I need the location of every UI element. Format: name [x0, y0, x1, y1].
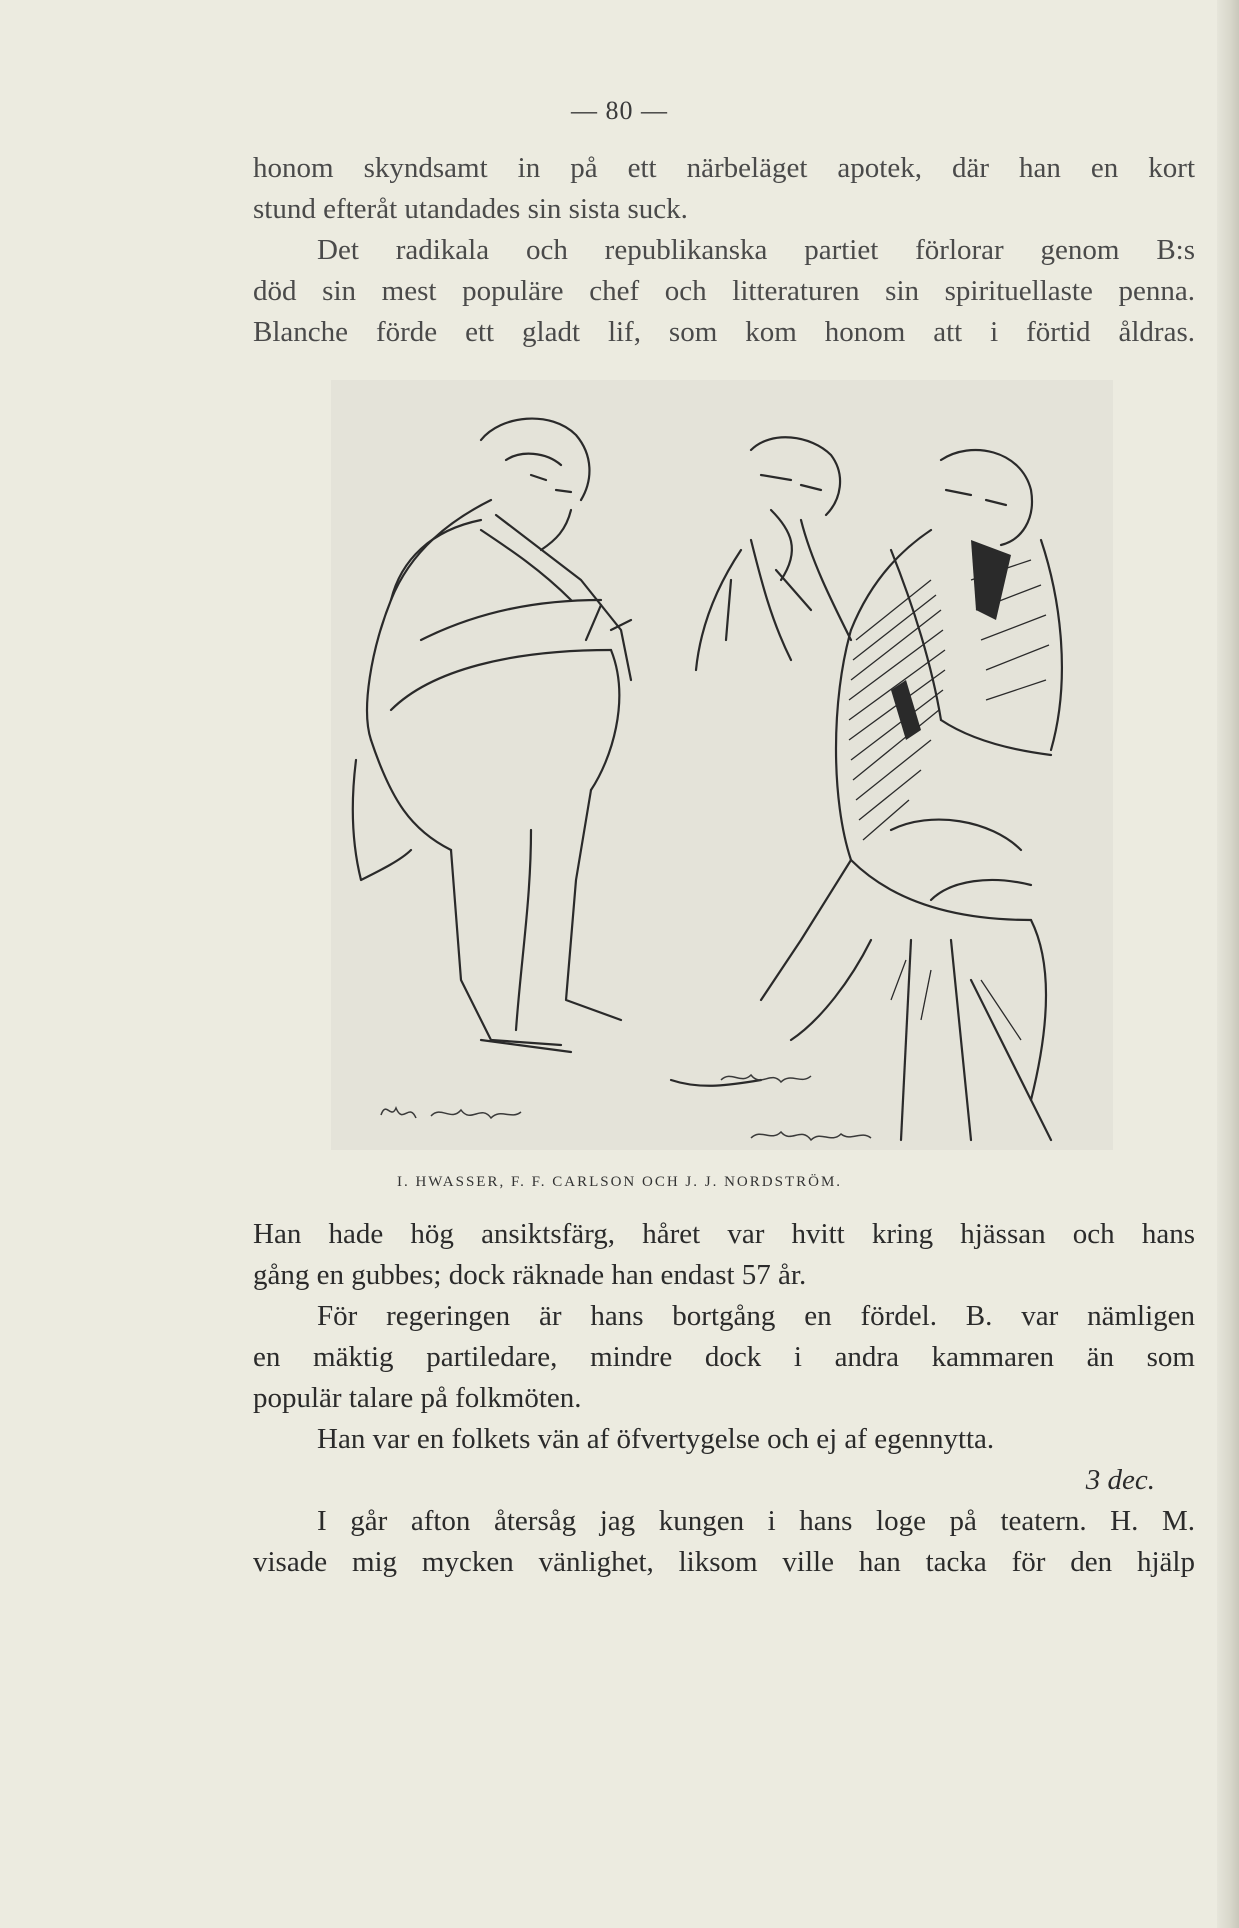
text-line: Han hade hög ansiktsfärg, håret var hvitt kring hjässan och hans: [253, 1218, 1195, 1250]
text-line: Det radikala och republikanska partiet förlorar genom B:s: [317, 234, 1195, 266]
text-line: populär talare på folkmöten.: [253, 1382, 582, 1414]
page-number: — 80 —: [571, 96, 668, 125]
coat-hatching: [849, 560, 1049, 1040]
signatures: [381, 1075, 871, 1140]
illustration-caption: I. HWASSER, F. F. CARLSON OCH J. J. NORDSTRÖM.: [396, 1174, 843, 1190]
figure-middle: [671, 437, 851, 1086]
figure-right: [761, 450, 1062, 1140]
sketch-drawing: [331, 380, 1113, 1150]
text-line: I går afton återsåg jag kungen i hans loge på teatern. H. M.: [317, 1505, 1195, 1537]
collar-dark: [891, 540, 1011, 740]
text-line: gång en gubbes; dock räknade han endast 57 år.: [253, 1259, 807, 1291]
dateline: 3 dec.: [1085, 1464, 1155, 1496]
text-line: stund efteråt utandades sin sista suck.: [253, 193, 688, 225]
text-line: honom skyndsamt in på ett närbeläget apotek, där han en kort: [253, 152, 1195, 184]
text-line: visade mig mycken vänlighet, liksom ville han tacka för den hjälp: [253, 1546, 1195, 1578]
text-line: Han var en folkets vän af öfvertygelse och ej af egennytta.: [317, 1423, 995, 1455]
figure-left: [353, 419, 631, 1052]
text-line: Blanche förde ett gladt lif, som kom honom att i förtid åldras.: [253, 316, 1195, 348]
text-line: död sin mest populäre chef och litteraturen sin spirituellaste penna.: [253, 275, 1195, 307]
sketch-illustration: [331, 380, 1113, 1150]
lower-text-block: [253, 1214, 1195, 1583]
upper-text-block: [253, 148, 1195, 353]
page-edge: [1217, 0, 1239, 1928]
text-line: För regeringen är hans bortgång en fördel. B. var nämligen: [317, 1300, 1195, 1332]
text-line: en mäktig partiledare, mindre dock i andra kammaren än som: [253, 1341, 1195, 1373]
